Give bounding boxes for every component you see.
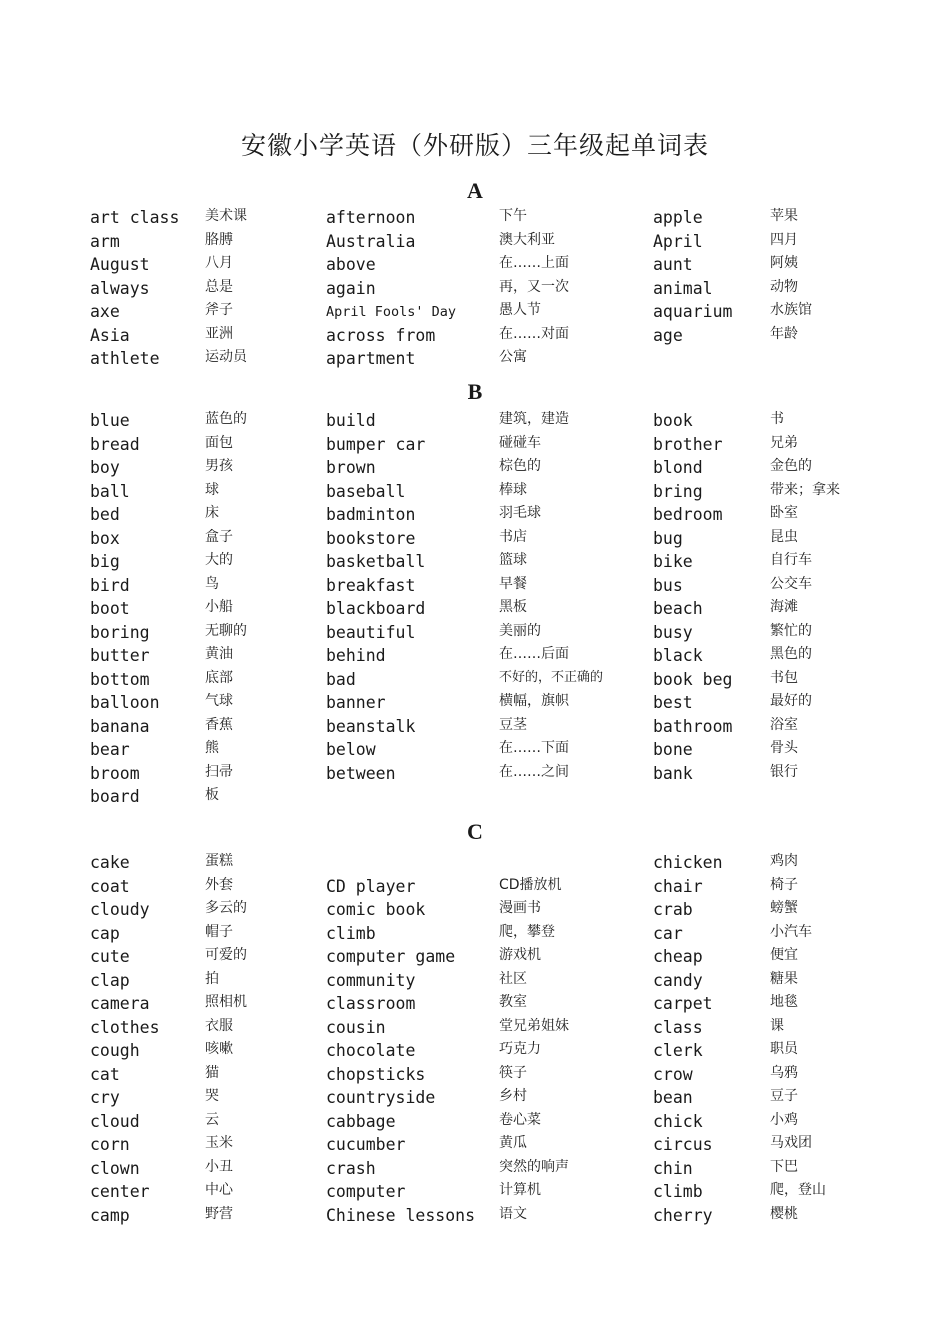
word-chinese: 总是 <box>205 278 233 295</box>
section-letter-a: A <box>467 178 483 203</box>
word-chinese: 教室 <box>499 994 527 1010</box>
word-chinese: 马戏团 <box>770 1135 812 1151</box>
word-chinese: 公交车 <box>770 575 812 592</box>
word-english: bedroom <box>653 505 723 524</box>
word-english: cough <box>90 1041 140 1060</box>
word-english: bring <box>653 481 703 501</box>
word-chinese: 便宜 <box>770 947 798 963</box>
word-chinese: 银行 <box>770 763 798 780</box>
word-chinese: 黄瓜 <box>499 1135 527 1151</box>
word-english: apartment <box>326 349 416 368</box>
word-english: coat <box>90 876 130 896</box>
word-chinese: 无聊的 <box>205 622 247 639</box>
word-english: board <box>90 787 140 806</box>
word-english: candy <box>653 970 703 990</box>
word-chinese: 在……下面 <box>499 740 569 756</box>
word-english: climb <box>653 1182 703 1201</box>
word-english: chick <box>653 1111 703 1131</box>
word-english: animal <box>653 278 713 298</box>
word-chinese: 熊 <box>205 740 219 756</box>
word-chinese: 黑色的 <box>770 646 812 662</box>
word-chinese: 语文 <box>499 1205 527 1222</box>
word-english: camp <box>90 1205 130 1225</box>
word-chinese: 游戏机 <box>499 947 541 963</box>
word-english: Asia <box>90 325 130 345</box>
word-english: beautiful <box>326 622 416 642</box>
word-chinese: 黄油 <box>205 646 233 662</box>
word-chinese: 蛋糕 <box>205 853 233 869</box>
word-chinese: 照相机 <box>205 994 247 1010</box>
word-chinese: 带来；拿来 <box>770 481 840 498</box>
word-english: circus <box>653 1135 713 1154</box>
word-chinese: 水族馆 <box>770 302 812 318</box>
word-chinese: 帽子 <box>205 923 233 940</box>
word-english: August <box>90 255 150 274</box>
word-english: blackboard <box>326 599 426 618</box>
word-chinese: 椅子 <box>770 876 798 893</box>
word-chinese: 澳大利亚 <box>499 231 555 248</box>
word-chinese: 野营 <box>205 1205 233 1222</box>
document-title: 安徽小学英语（外研版）三年级起单词表 <box>240 131 709 160</box>
word-english: cabbage <box>326 1111 396 1131</box>
word-chinese: 横幅，旗帜 <box>499 693 569 709</box>
word-chinese: 骨头 <box>770 740 798 756</box>
word-chinese: 地毯 <box>770 994 798 1010</box>
word-english: book <box>653 411 693 430</box>
word-english: bottom <box>90 669 150 689</box>
word-chinese: 筷子 <box>499 1064 527 1081</box>
word-chinese: 苹果 <box>770 208 798 224</box>
word-chinese: 卷心菜 <box>499 1111 541 1128</box>
word-english: Chinese lessons <box>326 1205 476 1225</box>
word-english: axe <box>90 302 120 321</box>
word-chinese: 外套 <box>205 876 233 893</box>
word-english: chin <box>653 1158 693 1178</box>
word-chinese: 小汽车 <box>770 923 812 940</box>
word-chinese: 书 <box>770 411 784 427</box>
word-english: clothes <box>90 1017 160 1037</box>
word-english: broom <box>90 763 140 783</box>
word-english: best <box>653 693 693 712</box>
word-english: aquarium <box>653 302 733 321</box>
word-chinese: 面包 <box>205 434 233 451</box>
word-chinese: 海滩 <box>770 599 798 615</box>
word-english: bird <box>90 575 130 595</box>
word-chinese: 职员 <box>770 1041 798 1057</box>
word-chinese: 昆虫 <box>770 528 798 545</box>
word-chinese: 动物 <box>770 278 798 295</box>
word-chinese: 中心 <box>205 1182 233 1198</box>
word-chinese: 香蕉 <box>205 716 233 733</box>
word-english: boring <box>90 622 150 642</box>
word-chinese: 建筑，建造 <box>499 411 569 427</box>
word-english: chocolate <box>326 1041 416 1060</box>
word-english: bean <box>653 1088 693 1107</box>
word-english: bank <box>653 763 693 783</box>
word-english: cherry <box>653 1205 713 1225</box>
word-english: beach <box>653 599 703 618</box>
word-english: boot <box>90 599 130 618</box>
word-english: car <box>653 923 683 943</box>
word-chinese: 公寓 <box>499 349 527 365</box>
word-english: across from <box>326 325 436 345</box>
word-english: afternoon <box>326 208 416 227</box>
word-chinese: 黑板 <box>499 599 527 615</box>
word-english: baseball <box>326 481 406 501</box>
word-chinese: 咳嗽 <box>205 1041 233 1057</box>
word-english: bug <box>653 528 683 548</box>
word-english: cloud <box>90 1111 140 1131</box>
word-chinese: 球 <box>205 481 219 498</box>
word-chinese: 斧子 <box>205 302 233 318</box>
word-chinese: 扫帚 <box>205 763 233 780</box>
word-english: badminton <box>326 505 416 524</box>
word-chinese: CD播放机 <box>499 876 562 893</box>
word-chinese: 糖果 <box>770 970 798 987</box>
word-chinese: 衣服 <box>205 1017 233 1034</box>
word-chinese: 书店 <box>499 528 527 545</box>
word-english: bookstore <box>326 528 416 548</box>
word-english: classroom <box>326 994 416 1013</box>
word-chinese: 巧克力 <box>499 1041 541 1057</box>
word-chinese: 自行车 <box>770 552 812 568</box>
word-chinese: 哭 <box>205 1088 219 1104</box>
word-chinese: 爬，登山 <box>770 1182 826 1198</box>
word-chinese: 乡村 <box>499 1088 527 1104</box>
word-english: cap <box>90 923 120 943</box>
word-chinese: 多云的 <box>205 900 247 916</box>
word-chinese: 课 <box>770 1017 784 1034</box>
word-english: cake <box>90 853 130 872</box>
word-english: balloon <box>90 693 160 712</box>
word-chinese: 拍 <box>205 970 219 987</box>
word-english: build <box>326 411 376 430</box>
word-english: beanstalk <box>326 716 416 736</box>
word-chinese: 玉米 <box>205 1135 233 1151</box>
word-english: April <box>653 231 703 251</box>
word-english: corn <box>90 1135 130 1154</box>
word-chinese: 金色的 <box>770 458 812 474</box>
word-chinese: 床 <box>205 505 219 521</box>
word-chinese: 板 <box>205 787 219 803</box>
word-chinese: 鸟 <box>205 575 219 592</box>
word-english: computer <box>326 1182 406 1201</box>
word-chinese: 羽毛球 <box>499 505 541 521</box>
word-english: black <box>653 646 703 665</box>
word-english: brother <box>653 434 723 454</box>
word-chinese: 乌鸦 <box>770 1064 798 1081</box>
section-letter-b: B <box>467 379 483 404</box>
word-english: cute <box>90 947 130 966</box>
word-english: chopsticks <box>326 1064 426 1084</box>
word-english: blond <box>653 458 703 477</box>
word-english: art class <box>90 208 180 227</box>
word-chinese: 篮球 <box>499 552 527 568</box>
word-chinese: 年龄 <box>770 325 798 342</box>
word-english: blue <box>90 411 130 430</box>
word-english: comic book <box>326 900 426 919</box>
word-chinese: 猫 <box>205 1064 219 1081</box>
word-chinese: 计算机 <box>499 1182 541 1198</box>
word-chinese: 美术课 <box>205 208 247 224</box>
word-chinese: 美丽的 <box>499 622 541 639</box>
word-english: ball <box>90 481 130 501</box>
word-chinese: 卧室 <box>770 505 798 521</box>
word-english: computer game <box>326 947 456 966</box>
word-chinese: 棕色的 <box>499 458 541 474</box>
word-chinese: 社区 <box>499 970 527 987</box>
word-english: age <box>653 325 683 345</box>
word-chinese: 豆茎 <box>499 716 527 733</box>
word-chinese: 八月 <box>205 255 233 271</box>
word-chinese: 男孩 <box>205 458 233 474</box>
word-english: book beg <box>653 669 733 689</box>
word-english: clerk <box>653 1041 703 1060</box>
word-english: athlete <box>90 349 160 368</box>
word-english: carpet <box>653 994 713 1013</box>
word-english: climb <box>326 923 376 943</box>
word-english: bear <box>90 740 130 759</box>
word-english: bad <box>326 669 356 689</box>
word-english: CD player <box>326 876 416 896</box>
word-chinese: 在……对面 <box>499 325 569 342</box>
word-english: chair <box>653 876 703 896</box>
word-chinese: 运动员 <box>205 349 247 365</box>
word-chinese: 堂兄弟姐妹 <box>499 1017 569 1034</box>
word-english: clown <box>90 1158 140 1178</box>
section-letter-c: C <box>467 819 483 844</box>
word-chinese: 豆子 <box>770 1088 798 1104</box>
word-english: camera <box>90 994 150 1013</box>
word-english: community <box>326 970 416 990</box>
word-chinese: 碰碰车 <box>499 434 541 451</box>
word-chinese: 鸡肉 <box>770 853 798 869</box>
word-chinese: 在……后面 <box>499 646 569 662</box>
word-english: Australia <box>326 231 416 251</box>
word-english: cucumber <box>326 1135 406 1154</box>
word-english: again <box>326 278 376 298</box>
word-english: aunt <box>653 255 693 274</box>
word-english: cry <box>90 1088 120 1107</box>
word-chinese: 蓝色的 <box>205 411 247 427</box>
word-chinese: 底部 <box>205 669 233 686</box>
word-chinese: 四月 <box>770 231 798 248</box>
word-chinese: 早餐 <box>499 575 527 592</box>
word-chinese: 突然的响声 <box>499 1158 569 1175</box>
word-chinese: 爬，攀登 <box>499 923 555 940</box>
word-chinese: 气球 <box>205 693 233 709</box>
word-english: bone <box>653 740 693 759</box>
word-chinese: 书包 <box>770 669 798 686</box>
word-english: bumper car <box>326 434 426 454</box>
word-english: always <box>90 278 150 298</box>
word-english: class <box>653 1017 703 1037</box>
word-english: clap <box>90 970 130 990</box>
word-chinese: 在……之间 <box>499 763 569 780</box>
word-english: cheap <box>653 947 703 966</box>
word-english: chicken <box>653 853 723 872</box>
word-english: bike <box>653 552 693 571</box>
word-chinese: 棒球 <box>499 481 527 498</box>
word-english: banana <box>90 716 150 736</box>
word-english: cousin <box>326 1017 386 1037</box>
word-english: countryside <box>326 1088 436 1107</box>
word-english: banner <box>326 693 386 712</box>
word-chinese: 胳膊 <box>205 231 233 248</box>
word-chinese: 小鸡 <box>770 1111 798 1128</box>
word-english: butter <box>90 646 150 665</box>
word-english: bread <box>90 434 140 454</box>
word-chinese: 漫画书 <box>499 900 541 916</box>
word-english: bathroom <box>653 716 733 736</box>
word-chinese: 再，又一次 <box>499 278 569 295</box>
word-chinese: 在……上面 <box>499 255 569 271</box>
word-english: basketball <box>326 552 426 571</box>
word-chinese: 小丑 <box>205 1158 233 1175</box>
word-english: crab <box>653 900 693 919</box>
word-english: boy <box>90 458 120 477</box>
word-chinese: 小船 <box>205 599 233 615</box>
word-chinese: 不好的，不正确的 <box>499 669 604 685</box>
word-chinese: 兄弟 <box>770 434 798 451</box>
word-chinese: 最好的 <box>770 693 812 709</box>
word-chinese: 下午 <box>499 208 527 224</box>
word-chinese: 云 <box>205 1111 219 1128</box>
word-english: crash <box>326 1158 376 1178</box>
word-english: behind <box>326 646 386 665</box>
word-chinese: 樱桃 <box>770 1205 798 1222</box>
word-english: busy <box>653 622 693 642</box>
word-english: between <box>326 763 396 783</box>
word-english: bus <box>653 575 683 595</box>
word-english: below <box>326 740 376 759</box>
word-english: box <box>90 528 120 548</box>
word-chinese: 大的 <box>205 552 233 568</box>
word-english: center <box>90 1182 150 1201</box>
word-chinese: 盒子 <box>205 528 233 545</box>
word-english: bed <box>90 505 120 524</box>
word-english: brown <box>326 458 376 477</box>
word-chinese: 愚人节 <box>499 302 541 318</box>
word-english: cloudy <box>90 900 150 919</box>
word-chinese: 下巴 <box>770 1158 798 1175</box>
word-english: big <box>90 552 120 571</box>
word-english: crow <box>653 1064 693 1084</box>
word-chinese: 可爱的 <box>205 947 247 963</box>
word-chinese: 亚洲 <box>205 325 233 342</box>
word-chinese: 浴室 <box>770 716 798 733</box>
word-english: April Fools' Day <box>326 304 457 320</box>
word-chinese: 阿姨 <box>770 255 798 271</box>
word-english: cat <box>90 1064 120 1084</box>
word-english: arm <box>90 231 120 251</box>
word-chinese: 繁忙的 <box>770 622 812 639</box>
word-english: breakfast <box>326 575 416 595</box>
word-english: above <box>326 255 376 274</box>
word-chinese: 螃蟹 <box>770 900 798 916</box>
word-english: apple <box>653 208 703 227</box>
